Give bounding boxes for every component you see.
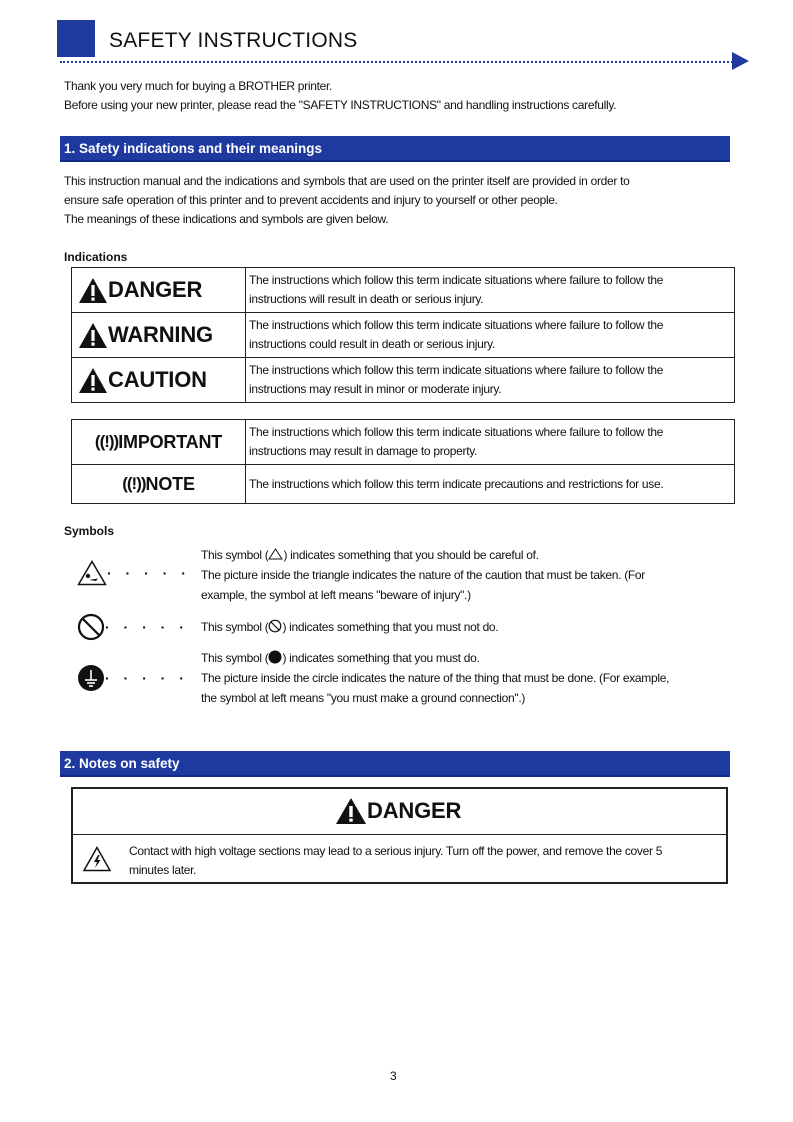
prohibited-icon: [77, 613, 105, 641]
caution-triangle-icon: [77, 560, 107, 586]
danger-box-divider: [71, 834, 728, 835]
indication-label-caution: CAUTION: [108, 367, 207, 392]
notice-desc-line: instructions may result in damage to property.: [249, 444, 478, 458]
indication-label-warning: WARNING: [108, 322, 213, 347]
notice-label-note: NOTE: [145, 473, 195, 494]
high-voltage-icon: [83, 846, 111, 872]
notice-label-important: IMPORTANT: [118, 431, 223, 452]
symbol-desc-line: This symbol ( ) indicates something that you must not do.: [201, 620, 499, 634]
warning-triangle-icon: [78, 277, 108, 304]
warning-triangle-icon: [78, 367, 108, 394]
section-2-heading: 2. Notes on safety: [60, 751, 730, 777]
notice-desc-important: [246, 420, 735, 465]
symbol-row-prohibited: [77, 613, 189, 641]
symbol-row-ground: [77, 664, 189, 692]
indications-table: [71, 267, 735, 403]
section-1-heading: 1. Safety indications and their meanings: [60, 136, 730, 162]
section-1-paragraph: [64, 172, 724, 229]
indication-desc-line: instructions could result in death or serious injury.: [249, 337, 496, 351]
danger-box-title: [335, 797, 461, 825]
page-number: 3: [390, 1069, 397, 1083]
danger-text-line: Contact with high voltage sections may lead to a serious injury. Turn off the power, and remove the cover 5: [129, 844, 663, 858]
notices-table: [71, 419, 735, 504]
symbol-leader-dots: · · · · ·: [105, 619, 189, 635]
indication-desc-line: The instructions which follow this term indicate situations where failure to follow the: [249, 318, 664, 332]
notice-row-important: [72, 420, 735, 465]
danger-box-text: [129, 842, 721, 880]
symbol-desc-prohibited: [201, 617, 729, 637]
symbol-desc-line: the symbol at left means "you must make a ground connection".): [201, 691, 526, 705]
indication-desc-line: instructions may result in minor or moderate injury.: [249, 382, 502, 396]
indication-desc-line: The instructions which follow this term indicate situations where failure to follow the: [249, 273, 664, 287]
outline-prohibited-icon: [268, 619, 282, 633]
warning-triangle-icon: [335, 797, 367, 825]
symbols-subheading: Symbols: [64, 524, 115, 538]
outline-triangle-icon: [268, 548, 283, 560]
page-title: SAFETY INSTRUCTIONS: [109, 29, 358, 52]
symbol-leader-dots: · · · · ·: [107, 565, 191, 581]
indication-row-caution: [72, 358, 735, 403]
intro-text: [64, 77, 616, 115]
danger-box-label: DANGER: [367, 798, 462, 823]
indications-subheading: Indications: [64, 250, 128, 264]
indication-desc-line: instructions will result in death or serious injury.: [249, 292, 484, 306]
symbol-desc-line: The picture inside the triangle indicates the nature of the caution that must be taken. (For: [201, 568, 646, 582]
symbol-leader-dots: · · · · ·: [105, 670, 189, 686]
symbol-desc-line: This symbol ( ) indicates something that you must do.: [201, 651, 480, 665]
indication-row-warning: [72, 313, 735, 358]
ground-connection-icon: [77, 664, 105, 692]
section-1-line-3: The meanings of these indications and symbols are given below.: [64, 212, 389, 226]
indication-row-danger: [72, 268, 735, 313]
indication-desc-warning: [246, 313, 735, 358]
notice-desc-note: [246, 465, 735, 504]
indication-label-danger: DANGER: [108, 277, 203, 302]
danger-text-line: minutes later.: [129, 863, 197, 877]
symbol-desc-line: The picture inside the circle indicates the nature of the thing that must be done. (For example,: [201, 671, 670, 685]
intro-line-2: Before using your new printer, please read the "SAFETY INSTRUCTIONS" and handling instructions carefully.: [64, 98, 617, 112]
notice-row-note: [72, 465, 735, 504]
symbol-desc-caution: [201, 545, 729, 605]
notice-desc-line: The instructions which follow this term indicate precautions and restrictions for use.: [249, 476, 664, 491]
header-accent-square: [57, 20, 95, 57]
intro-line-1: Thank you very much for buying a BROTHER printer.: [64, 79, 333, 93]
symbol-desc-ground: [201, 648, 729, 708]
section-1-line-1: This instruction manual and the indications and symbols that are used on the printer itself are provided in order to: [64, 174, 630, 188]
symbol-row-caution: [77, 560, 191, 586]
notice-desc-line: The instructions which follow this term indicate situations where failure to follow the: [249, 425, 664, 439]
indication-desc-caution: [246, 358, 735, 403]
attention-icon: ((!)): [122, 474, 146, 493]
symbol-desc-line: This symbol ( ) indicates something that you should be careful of.: [201, 548, 539, 562]
section-1-line-2: ensure safe operation of this printer and to prevent accidents and injury to yourself or other people.: [64, 193, 558, 207]
filled-circle-icon: [268, 650, 282, 664]
header-dotted-rule: [60, 61, 733, 63]
indication-desc-danger: [246, 268, 735, 313]
warning-triangle-icon: [78, 322, 108, 349]
attention-icon: ((!)): [94, 432, 119, 451]
symbol-desc-line: example, the symbol at left means "beware of injury".): [201, 588, 471, 602]
header-arrow-icon: [732, 52, 749, 70]
indication-desc-line: The instructions which follow this term indicate situations where failure to follow the: [249, 363, 664, 377]
